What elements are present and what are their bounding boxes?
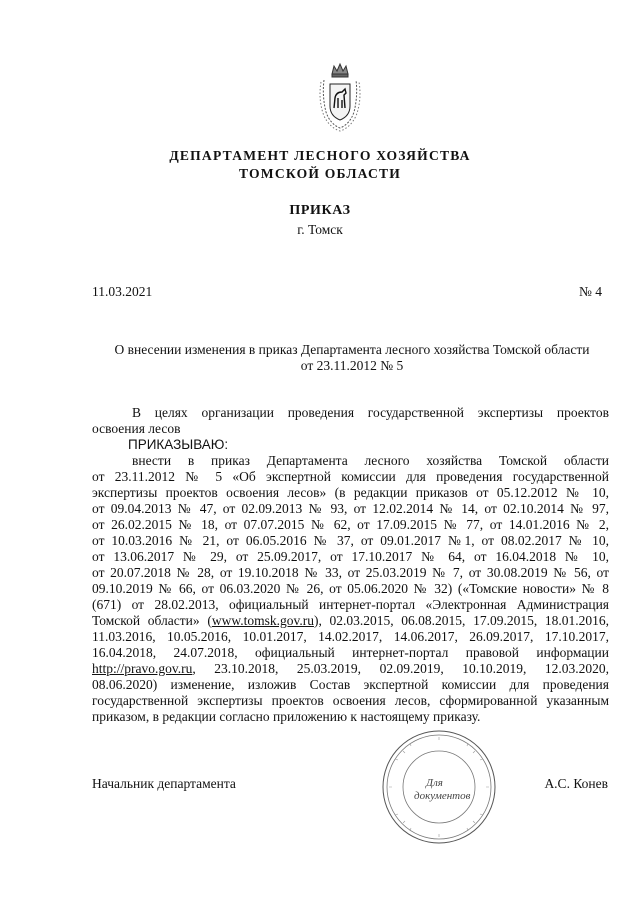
coat-of-arms-emblem [318, 62, 362, 132]
round-seal-stamp [380, 728, 498, 846]
body-line [92, 661, 609, 677]
department-name-line-2: ТОМСКОЙ ОБЛАСТИ [238, 166, 402, 181]
pravo-gov-link[interactable]: http://pravo.gov.ru [92, 661, 193, 676]
body-line: 16.04.2018, 24.07.2018, официальный интернет-портал правовой информации [92, 645, 609, 660]
body-line: экспертизы проектов освоения лесов» (в редакции приказов от 05.12.2012 № 10, [92, 485, 609, 500]
document-type-title: ПРИКАЗ [289, 203, 351, 218]
body-line [92, 613, 609, 629]
body-line: 11.03.2016, 10.05.2016, 10.01.2017, 14.02.2017, 14.06.2017, 26.09.2017, 17.10.2017, [92, 629, 609, 644]
order-number: № 4 [578, 284, 602, 299]
body-text: Томской области» ( [92, 613, 212, 628]
body-line: от 10.03.2016 № 21, от 06.05.2016 № 37, от 09.01.2017 №1, от 08.02.2017 № 10, [92, 533, 609, 548]
body-line: 08.06.2020) изменение, изложив Состав экспертной комиссии для проведения [92, 677, 609, 692]
stamp-text: Для [426, 777, 443, 789]
body-text: , 23.10.2018, 25.03.2019, 02.09.2019, 10.10.2019, 12.03.2020, [192, 661, 609, 676]
stamp-text: документов [414, 790, 471, 802]
body-line: от 09.04.2013 № 47, от 02.09.2013 № 93, от 12.02.2014 № 14, от 02.10.2014 № 97, [92, 501, 609, 516]
body-line: от 13.06.2017 № 29, от 25.09.2017, от 17.10.2017 № 64, от 16.04.2018 № 10, [92, 549, 609, 564]
body-line: от 26.02.2015 № 18, от 07.07.2015 № 62, от 17.09.2015 № 77, от 14.01.2016 № 2, [92, 517, 609, 532]
order-word: ПРИКАЗЫВАЮ: [128, 437, 229, 452]
signatory-name: А.С. Конев [544, 776, 608, 791]
signatory-position: Начальник департамента [92, 776, 236, 791]
body-line: внести в приказ Департамента лесного хозяйства Томской области [132, 453, 609, 468]
body-line: 09.10.2019 № 66, от 06.03.2020 № 26, от 05.06.2020 № 32) («Томские новости» № 8 [92, 581, 609, 596]
body-line: приказом, в редакции согласно приложению к настоящему приказу. [92, 709, 481, 724]
city-line: г. Томск [297, 222, 343, 237]
preamble-line-1: В целях организации проведения государственной экспертизы проектов [132, 405, 609, 420]
order-date: 11.03.2021 [92, 284, 153, 299]
tomsk-gov-link[interactable]: www.tomsk.gov.ru [211, 613, 314, 628]
body-line: государственной экспертизы проектов освоения лесов, сформированной указанным [92, 693, 609, 708]
department-name-line-1: ДЕПАРТАМЕНТ ЛЕСНОГО ХОЗЯЙСТВА [169, 148, 471, 163]
subject-line-1: О внесении изменения в приказ Департамента лесного хозяйства Томской области [114, 342, 590, 357]
preamble-line-2: освоения лесов [92, 421, 181, 436]
body-line: от 20.07.2018 № 28, от 19.10.2018 № 33, от 25.03.2019 № 7, от 30.08.2019 № 56, от [92, 565, 609, 580]
subject-line-2: от 23.11.2012 № 5 [300, 358, 404, 373]
body-line: (671) от 28.02.2013, официальный интернет-портал «Электронная Администрация [92, 597, 609, 612]
body-text: ), 02.03.2015, 06.08.2015, 17.09.2015, 18.01.2016, [313, 613, 609, 628]
body-line: от 23.11.2012 № 5 «Об экспертной комиссии для проведения государственной [92, 469, 609, 484]
